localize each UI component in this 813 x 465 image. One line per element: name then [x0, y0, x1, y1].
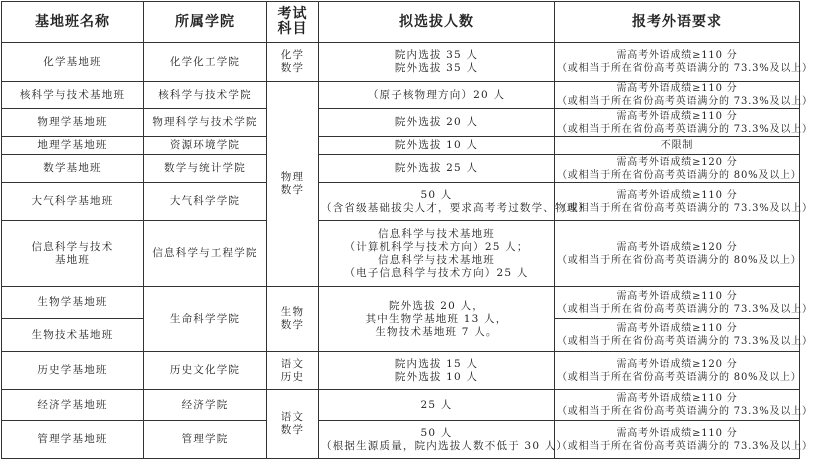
- base-class-name: 生物学基地班: [2, 287, 144, 319]
- language-requirement: 需高考外语成绩≥120 分 （或相当于所在省份高考英语满分的 80%及以上）: [555, 155, 800, 183]
- table-row: [2, 183, 800, 221]
- language-requirement: 需高考外语成绩≥110 分 （或相当于所在省份高考英语满分的 73.3%及以上）: [555, 319, 800, 352]
- exam-subject: 生物 数学: [267, 287, 319, 352]
- base-class-name: 经济学基地班: [2, 390, 144, 421]
- college-name: 历史文化学院: [144, 352, 267, 390]
- college-name: 资源环境学院: [144, 137, 267, 155]
- base-class-name: 核科学与技术基地班: [2, 82, 144, 109]
- admission-table: [1, 1, 813, 459]
- exam-subject: 化学 数学: [267, 43, 319, 82]
- language-requirement: 需高考外语成绩≥110 分 （或相当于所在省份高考英语满分的 73.3%及以上）: [555, 421, 800, 459]
- table-row: [2, 352, 800, 390]
- quota: （原子核物理方向）20 人: [319, 82, 555, 109]
- quota: 院内选拔 15 人 院外选拔 10 人: [319, 352, 555, 390]
- language-requirement: 需高考外语成绩≥110 分 （或相当于所在省份高考英语满分的 73.3%及以上）: [555, 390, 800, 421]
- base-class-name: 管理学基地班: [2, 421, 144, 459]
- exam-subject: 语文 历史: [267, 352, 319, 390]
- language-requirement: 需高考外语成绩≥110 分 （或相当于所在省份高考英语满分的 73.3%及以上）: [555, 109, 800, 137]
- base-class-name: 信息科学与技术 基地班: [2, 221, 144, 287]
- base-class-name: 物理学基地班: [2, 109, 144, 137]
- base-class-name: 数学基地班: [2, 155, 144, 183]
- quota: 25 人: [319, 390, 555, 421]
- base-class-name: 生物技术基地班: [2, 319, 144, 352]
- base-class-name: 地理学基地班: [2, 137, 144, 155]
- language-requirement: 需高考外语成绩≥110 分 （或相当于所在省份高考英语满分的 73.3%及以上）: [555, 43, 800, 82]
- table-row: [2, 82, 800, 109]
- table-row: [2, 137, 800, 155]
- header-quota: 拟选拔人数: [319, 2, 555, 43]
- college-name: 大气科学学院: [144, 183, 267, 221]
- college-name: 信息科学与工程学院: [144, 221, 267, 287]
- table-row: [2, 155, 800, 183]
- college-name: 经济学院: [144, 390, 267, 421]
- quota: 50 人 （含省级基础拔尖人才，要求高考考过数学、物理）: [319, 183, 555, 221]
- language-requirement: 需高考外语成绩≥110 分 （或相当于所在省份高考英语满分的 73.3%及以上）: [555, 183, 800, 221]
- exam-subject: 物理 数学: [267, 82, 319, 287]
- language-requirement: 需高考外语成绩≥120 分 （或相当于所在省份高考英语满分的 80%及以上）: [555, 221, 800, 287]
- table-row: [2, 287, 800, 319]
- table-row: [2, 421, 800, 459]
- quota: 信息科学与技术基地班 （计算机科学与技术方向）25 人； 信息科学与技术基地班 （电子信息科学与技术方向）25 人: [319, 221, 555, 287]
- language-requirement: 需高考外语成绩≥110 分 （或相当于所在省份高考英语满分的 73.3%及以上）: [555, 82, 800, 109]
- quota: 院外选拔 10 人: [319, 137, 555, 155]
- quota: 院外选拔 25 人: [319, 155, 555, 183]
- quota: 院内选拔 35 人 院外选拔 35 人: [319, 43, 555, 82]
- college-name: 管理学院: [144, 421, 267, 459]
- college-name: 核科学与技术学院: [144, 82, 267, 109]
- college-name: 化学化工学院: [144, 43, 267, 82]
- college-name: 数学与统计学院: [144, 155, 267, 183]
- quota: 院外选拔 20 人， 其中生物学基地班 13 人， 生物技术基地班 7 人。: [319, 287, 555, 352]
- table-row: [2, 109, 800, 137]
- exam-subject: 语文 数学: [267, 390, 319, 459]
- college-name: 生命科学学院: [144, 287, 267, 352]
- base-class-name: 历史学基地班: [2, 352, 144, 390]
- table-row: [2, 390, 800, 421]
- language-requirement: 不限制: [555, 137, 800, 155]
- base-class-name: 大气科学基地班: [2, 183, 144, 221]
- quota: 50 人 （根据生源质量，院内选拔人数不低于 30 人）: [319, 421, 555, 459]
- table-row: [2, 43, 800, 82]
- language-requirement: 需高考外语成绩≥120 分 （或相当于所在省份高考英语满分的 80%及以上）: [555, 352, 800, 390]
- header-college: 所属学院: [144, 2, 267, 43]
- header-language: 报考外语要求: [555, 2, 800, 43]
- header-exam-subject: 考试 科目: [267, 2, 319, 43]
- table-row: [2, 221, 800, 287]
- language-requirement: 需高考外语成绩≥110 分 （或相当于所在省份高考英语满分的 73.3%及以上）: [555, 287, 800, 319]
- base-class-name: 化学基地班: [2, 43, 144, 82]
- college-name: 物理科学与技术学院: [144, 109, 267, 137]
- header-base-class: 基地班名称: [2, 2, 144, 43]
- quota: 院外选拔 20 人: [319, 109, 555, 137]
- header-row: [2, 2, 800, 43]
